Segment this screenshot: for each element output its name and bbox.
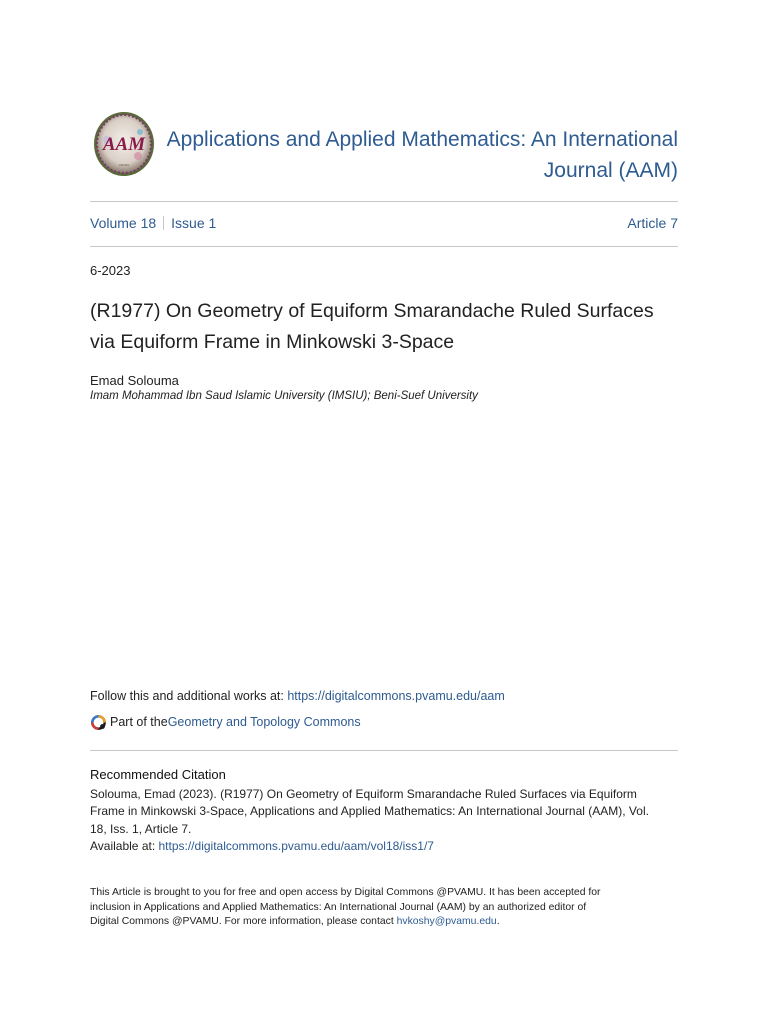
commons-link[interactable]: Geometry and Topology Commons — [167, 715, 361, 729]
access-notice — [90, 886, 680, 930]
paper-title-line: via Equiform Frame in Minkowski 3-Space — [90, 331, 455, 353]
contact-email-link[interactable]: hvkoshy@pvamu.edu — [396, 916, 497, 928]
follow-prefix: Follow this and additional works at: — [90, 689, 288, 703]
article-url-link[interactable]: https://digitalcommons.pvamu.edu/aam/vol18/iss1/7 — [158, 839, 434, 854]
journal-title-line[interactable]: Applications and Applied Mathematics: An International — [166, 128, 678, 151]
citation-line: Solouma, Emad (2023). (R1977) On Geometry of Equiform Smarandache Ruled Surfaces via Equiform — [90, 787, 637, 801]
journal-header — [90, 110, 678, 190]
divider — [90, 246, 678, 247]
svg-text:•••••••: ••••••• — [119, 162, 129, 167]
part-of-prefix: Part of the — [110, 715, 168, 729]
separator — [163, 216, 164, 230]
issue-bar — [90, 213, 678, 233]
volume-link[interactable]: Volume 18 — [90, 215, 157, 231]
citation-heading: Recommended Citation — [90, 767, 226, 782]
divider — [90, 750, 678, 751]
citation-line: 18, Iss. 1, Article 7. — [90, 821, 192, 836]
notice-prefix: Digital Commons @PVAMU. For more information, please contact — [90, 916, 397, 928]
author-affiliation: Imam Mohammad Ibn Saud Islamic University (IMSIU); Beni-Suef University — [90, 390, 478, 402]
part-of-line — [90, 712, 361, 732]
journal-logo-seal[interactable] — [92, 110, 156, 178]
follow-line — [90, 689, 505, 703]
notice-suffix: . — [496, 916, 500, 928]
network-commons-icon — [90, 714, 107, 731]
notice-line: inclusion in Applications and Applied Mathematics: An International Journal (AAM) by an authorized editor of — [90, 901, 587, 913]
journal-title-line[interactable]: Journal (AAM) — [543, 159, 678, 182]
author-name: Emad Solouma — [90, 373, 179, 388]
notice-line — [90, 915, 680, 930]
paper-title — [90, 296, 690, 358]
issue-link[interactable]: Issue 1 — [171, 215, 217, 231]
citation-line: Frame in Minkowski 3-Space, Applications and Applied Mathematics: An International Journal (AAM), Vol. — [90, 804, 649, 819]
available-prefix: Available at: — [90, 839, 159, 854]
article-link[interactable]: Article 7 — [627, 215, 678, 231]
paper-title-line: (R1977) On Geometry of Equiform Smarandache Ruled Surfaces — [90, 300, 654, 322]
notice-line: This Article is brought to you for free and open access by Digital Commons @PVAMU. It has been accepted for — [90, 887, 601, 898]
citation-available — [90, 838, 682, 855]
journal-title-link[interactable] — [158, 124, 678, 186]
svg-text:AAM: AAM — [102, 134, 146, 155]
divider — [90, 201, 678, 202]
citation-text — [90, 786, 682, 856]
repository-link[interactable]: https://digitalcommons.pvamu.edu/aam — [287, 689, 505, 703]
publication-date: 6-2023 — [90, 263, 131, 278]
